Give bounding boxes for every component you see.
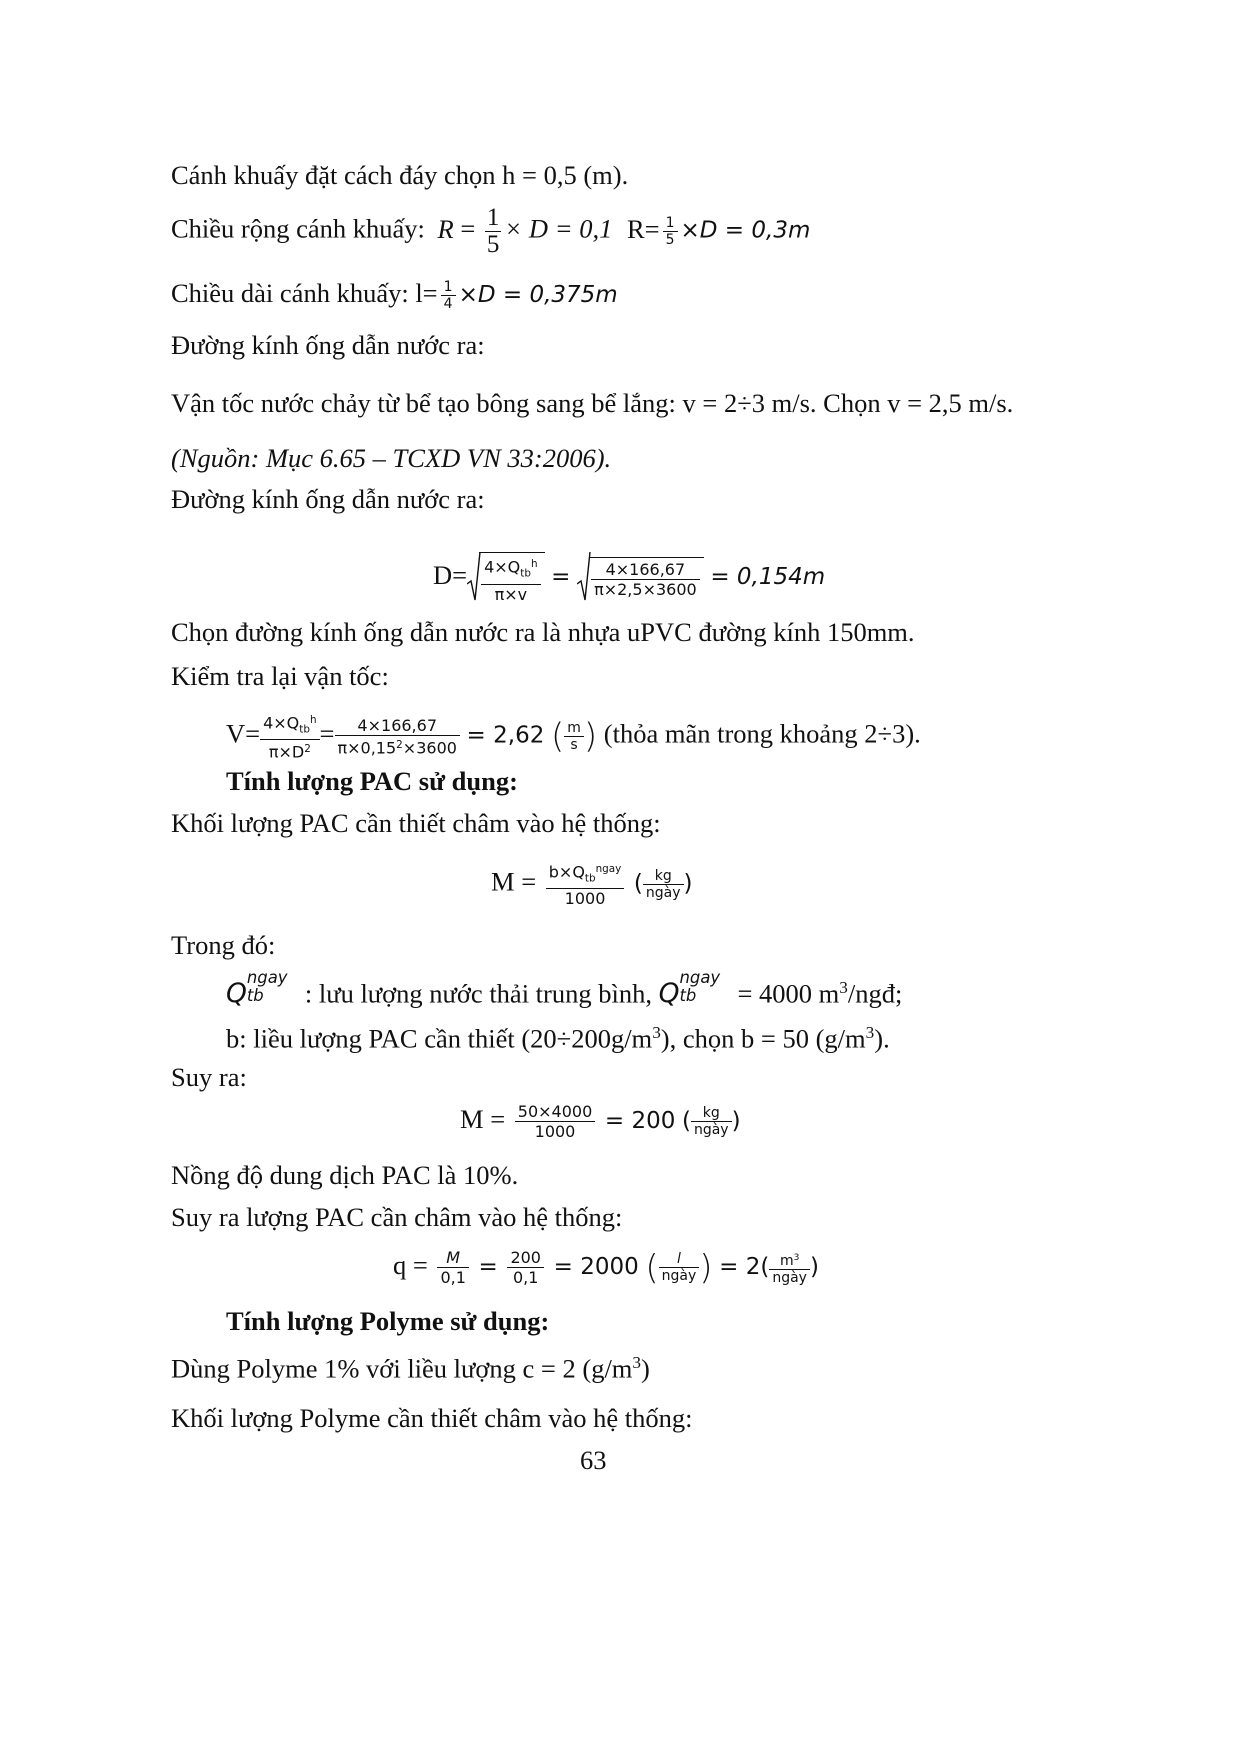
superscript: 2 [396, 738, 403, 751]
text-line: Suy ra: [171, 1062, 247, 1092]
text-line: Trong đó: [171, 930, 276, 960]
denominator: 0,1 [512, 1268, 539, 1288]
numerator: m [564, 720, 584, 737]
num-text: 4×Q [263, 713, 300, 733]
numerator: 1 [663, 215, 678, 232]
numerator: kg [643, 868, 684, 885]
fraction [437, 1248, 468, 1287]
text: ), chọn b = 50 (g/m [660, 1023, 866, 1054]
math-var: R [437, 213, 454, 244]
subscript: tb [584, 872, 596, 885]
fraction [515, 1102, 595, 1141]
subscript: tb [679, 985, 697, 1005]
text: Chiều dài cánh khuấy: l= [171, 278, 438, 308]
superscript: 3 [632, 1353, 642, 1372]
text-line: Đường kính ống dẫn nước ra: [171, 484, 485, 514]
text-line: Chọn đường kính ống dẫn nước ra là nhựa uPVC đường kính 150mm. [171, 617, 915, 647]
note: (thỏa mãn trong khoảng 2÷3). [603, 718, 921, 749]
unit-fraction [691, 1105, 732, 1138]
text: R= [626, 213, 660, 244]
result: = 200 [604, 1108, 676, 1134]
result: = 2,62 [466, 722, 545, 749]
numerator: M [437, 1248, 468, 1268]
fraction [260, 711, 319, 762]
num-text: 4×Q [484, 558, 521, 578]
denominator: 5 [486, 231, 500, 258]
close-paren: ) [699, 1247, 713, 1288]
var: Q [226, 978, 247, 1010]
numerator: 4×166,67 [591, 560, 700, 580]
superscript: 3 [793, 1252, 800, 1263]
text: /ngđ; [847, 978, 903, 1009]
result: = 0,154m [710, 564, 826, 591]
text-line: Cánh khuấy đặt cách đáy chọn h = 0,5 (m). [171, 160, 629, 190]
fraction [591, 560, 700, 599]
equation-pac-flow [393, 1248, 819, 1287]
math-var [226, 968, 288, 1011]
radicand [589, 557, 704, 599]
superscript: h [309, 714, 317, 726]
numerator: l [659, 1251, 700, 1268]
numerator [260, 711, 319, 740]
text-line: Kiểm tra lại vận tốc: [171, 661, 389, 691]
fraction [441, 279, 456, 312]
page-number: 63 [580, 1445, 607, 1475]
math-var: q = [393, 1250, 428, 1280]
stirrer-width-line [171, 205, 810, 258]
text-line: Khối lượng Polyme cần thiết châm vào hệ thống: [171, 1403, 693, 1433]
superscript: ngay [595, 863, 622, 875]
close-paren: ) [583, 716, 598, 757]
numerator: 50×4000 [515, 1102, 595, 1122]
text: ). [874, 1023, 890, 1054]
superscript: 3 [652, 1023, 661, 1042]
fraction [663, 215, 678, 248]
section-heading-polyme: Tính lượng Polyme sử dụng: [226, 1306, 550, 1336]
unit-fraction [643, 868, 684, 901]
den-text: ×3600 [402, 738, 457, 758]
math-expr: = 2000 [553, 1254, 639, 1280]
text-line: Khối lượng PAC cần thiết châm vào hệ thống: [171, 808, 661, 838]
math-op: = [319, 718, 335, 749]
open-paren: ( [645, 1247, 659, 1288]
subscript: tb [246, 985, 264, 1005]
denominator: ngày [772, 1269, 807, 1286]
text-line: Đường kính ống dẫn nước ra: [171, 330, 485, 360]
equation-pac-mass-result [460, 1102, 741, 1141]
numerator: 1 [441, 279, 456, 296]
text-line: Nồng độ dung dịch PAC là 10%. [171, 1160, 519, 1190]
denominator [260, 740, 319, 762]
num-text: b×Q [548, 862, 585, 882]
numerator: 1 [486, 204, 500, 231]
math-expr: = 2( [719, 1254, 770, 1280]
fraction [507, 1248, 544, 1287]
denominator: π×2,5×3600 [594, 580, 697, 600]
numerator: 4×166,67 [335, 716, 460, 736]
open-paren: ( [681, 1108, 691, 1134]
close-paren: ) [809, 1254, 819, 1280]
open-paren: ( [633, 870, 643, 897]
numerator [546, 860, 625, 889]
superscript: ngay [679, 968, 721, 988]
definition-q [226, 968, 903, 1011]
subscript: tb [299, 723, 310, 736]
num-text: m [779, 1252, 794, 1269]
den-text: π×0,15 [337, 738, 397, 758]
stirrer-length-line [171, 276, 618, 312]
denominator: ngày [661, 1268, 697, 1285]
equation-velocity [226, 711, 921, 762]
denominator: 0,1 [440, 1268, 466, 1288]
math-expr: ×D = 0,3m [680, 217, 811, 244]
close-paren: ) [731, 1108, 741, 1134]
math-var: V= [226, 718, 261, 749]
denominator: s [570, 737, 578, 754]
superscript: 3 [865, 1023, 875, 1042]
numerator: 200 [507, 1248, 544, 1268]
var: Q [658, 978, 680, 1010]
den-text: π×D [268, 743, 305, 763]
math-var [658, 968, 721, 1011]
denominator: π×v [494, 584, 528, 604]
text: Dùng Polyme 1% với liều lượng c = 2 (g/m [171, 1353, 633, 1384]
text: = 4000 m [737, 978, 840, 1009]
text: Chiều rộng cánh khuấy: [171, 213, 425, 244]
text-line: Suy ra lượng PAC cần châm vào hệ thống: [171, 1202, 623, 1232]
unit-fraction [659, 1251, 700, 1284]
subscript: tb [520, 567, 531, 580]
math-op: = [460, 213, 476, 244]
source-note: (Nguồn: Mục 6.65 – TCXD VN 33:2006). [171, 443, 612, 473]
unit-fraction [769, 1250, 810, 1286]
fraction [335, 716, 460, 758]
math-op: = [478, 1254, 498, 1280]
math-op: = [551, 564, 571, 591]
fraction [546, 860, 625, 908]
text-line [171, 1346, 650, 1385]
superscript: h [530, 558, 538, 571]
radicand [479, 552, 544, 603]
numerator: kg [691, 1105, 732, 1122]
section-heading-pac: Tính lượng PAC sử dụng: [226, 766, 518, 796]
superscript: 2 [304, 743, 311, 756]
math-expr: × D = 0,1 [504, 213, 613, 244]
math-var: M = [491, 866, 537, 897]
fraction [485, 205, 502, 258]
denominator: 5 [665, 232, 675, 248]
equation-pac-mass [491, 860, 693, 908]
equation-diameter [433, 552, 825, 604]
denominator: 4 [443, 296, 453, 313]
superscript: ngay [246, 968, 288, 988]
math-var: M = [460, 1104, 506, 1134]
fraction [481, 555, 540, 603]
text: b: liều lượng PAC cần thiết (20÷200g/m [226, 1023, 653, 1054]
denominator: ngày [645, 884, 681, 901]
math-expr: ×D = 0,375m [458, 282, 618, 308]
denominator: ngày [693, 1122, 729, 1139]
numerator [481, 555, 540, 584]
superscript: 3 [839, 978, 848, 997]
text-line: Vận tốc nước chảy từ bể tạo bông sang bể lắng: v = 2÷3 m/s. Chọn v = 2,5 m/s. [171, 388, 1014, 418]
unit-fraction [564, 720, 584, 753]
definition-b [226, 1016, 890, 1055]
numerator [769, 1250, 810, 1270]
denominator [335, 736, 460, 758]
denominator: 1000 [534, 1122, 576, 1142]
math-var: D= [433, 560, 468, 591]
close-paren: ) [683, 870, 693, 897]
text: ) [641, 1353, 650, 1384]
open-paren: ( [550, 716, 565, 757]
denominator: 1000 [564, 889, 606, 909]
text: : lưu lượng nước thải trung bình, [304, 978, 652, 1009]
